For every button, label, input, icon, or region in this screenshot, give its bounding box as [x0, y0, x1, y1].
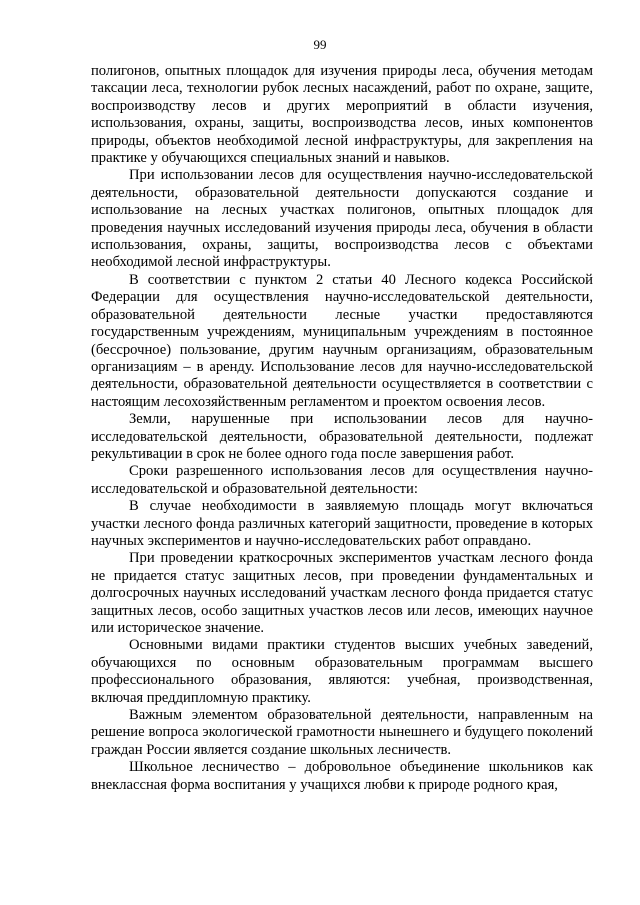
- paragraph-4: Земли, нарушенные при использовании лесов для научно-исследовательской деятельности, образовательной деятельности, подлежат рекультивации в срок не более одного года после завершения работ.: [91, 411, 593, 462]
- paragraph-5: Сроки разрешенного использования лесов для осуществления научно-исследовательской и образовательной деятельности:: [91, 463, 593, 497]
- document-body: [91, 63, 593, 794]
- paragraph-1: полигонов, опытных площадок для изучения природы леса, обучения методам таксации леса, технологии рубок лесных насаждений, работ по охране, защите, воспроизводству лесов и других мероприятий в области изучения, использования, охраны, защиты, воспроизводства лесов, иных компонентов природы, объектов необходимой лесной инфраструктуры, для закрепления на практике у обучающихся специальных знаний и навыков.: [91, 63, 593, 167]
- paragraph-3: В соответствии с пунктом 2 статьи 40 Лесного кодекса Российской Федерации для осуществления научно-исследовательской деятельности, образовательной деятельности лесные участки предоставляются государственным учреждениям, муниципальным учреждениям в постоянное (бессрочное) пользование, другим научным организациям, образовательным организациям – в аренду. Использование лесов для научно-исследовательской деятельности, образовательной деятельности осуществляется в соответствии с настоящим лесохозяйственным регламентом и проектом освоения лесов.: [91, 271, 593, 410]
- paragraph-9: Важным элементом образовательной деятельности, направленным на решение вопроса экологической грамотности нынешнего и будущего поколений граждан России является создание школьных лесничеств.: [91, 707, 593, 758]
- paragraph-6: В случае необходимости в заявляемую площадь могут включаться участки лесного фонда различных категорий защитности, проведение в которых научных экспериментов и научно-исследовательских работ оправдано.: [91, 498, 593, 549]
- paragraph-2: При использовании лесов для осуществления научно-исследовательской деятельности, образовательной деятельности допускаются создание и использование на лесных участках полигонов, опытных площадок для проведения научных исследований изучения природы леса, обучения в области использования, охраны, защиты, воспроизводства лесов с объектами необходимой лесной инфраструктуры.: [91, 167, 593, 271]
- paragraph-8: Основными видами практики студентов высших учебных заведений, обучающихся по основным образовательным программам высшего профессионального образования, являются: учебная, производственная, включая преддипломную практику.: [91, 637, 593, 706]
- paragraph-7: При проведении краткосрочных экспериментов участкам лесного фонда не придается статус защитных лесов, при проведении фундаментальных и долгосрочных научных исследований участкам лесного фонда придается статус защитных лесов, особо защитных участков лесов или лесов, имеющих научное или историческое значение.: [91, 550, 593, 636]
- paragraph-10: Школьное лесничество – добровольное объединение школьников как внеклассная форма воспитания у учащихся любви к природе родного края,: [91, 759, 593, 793]
- page-number: 99: [313, 37, 327, 52]
